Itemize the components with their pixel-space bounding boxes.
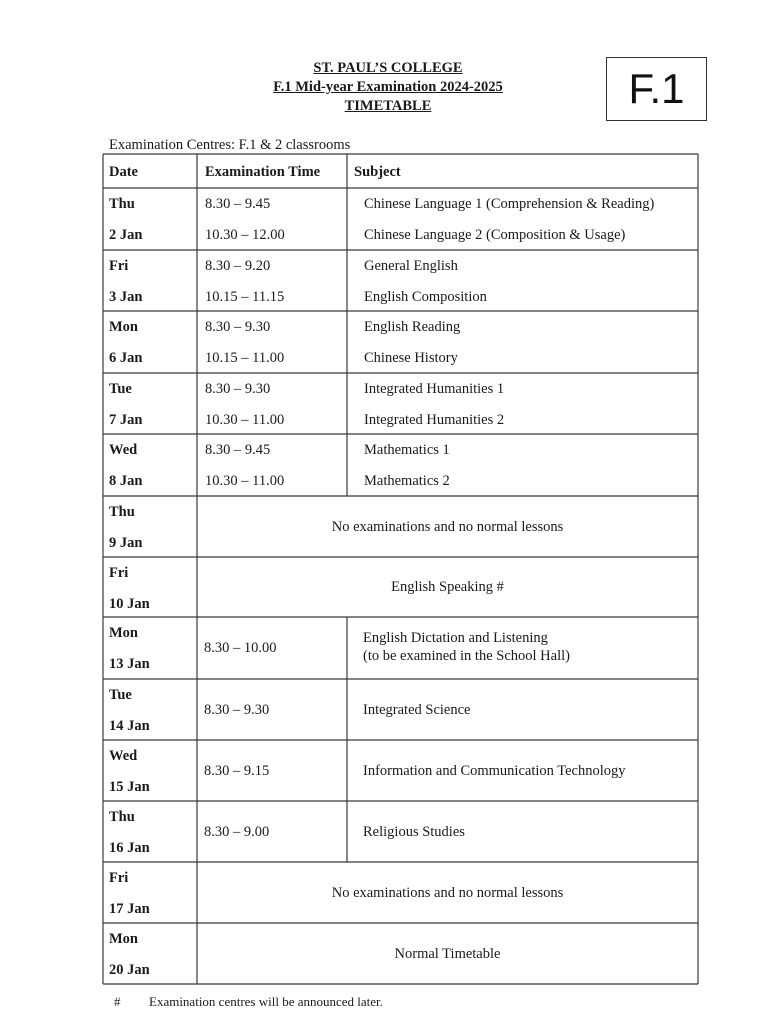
footnote-mark: #: [114, 994, 121, 1009]
date-value: 20 Jan: [109, 962, 150, 978]
footnote-text: Examination centres will be announced later.: [149, 994, 383, 1009]
exam-subject: English Dictation and Listening: [363, 630, 548, 646]
date-value: 16 Jan: [109, 840, 150, 856]
date-day: Mon: [109, 625, 138, 641]
date-day: Wed: [109, 748, 138, 764]
date-day: Mon: [109, 931, 138, 947]
date-day: Thu: [109, 809, 135, 825]
exam-subject: Information and Communication Technology: [363, 762, 626, 779]
date-value: 8 Jan: [109, 473, 143, 489]
column-header-subject: Subject: [354, 164, 401, 180]
date-day: Mon: [109, 319, 138, 335]
date-day: Fri: [109, 565, 129, 581]
exam-time: 8.30 – 9.30: [205, 381, 271, 397]
merged-note: English Speaking #: [391, 579, 504, 595]
exam-subject: Chinese History: [364, 350, 458, 366]
exam-time: 8.30 – 9.20: [205, 258, 271, 274]
exam-time: 8.30 – 9.30: [205, 319, 271, 335]
exam-time: 8.30 – 9.15: [204, 762, 270, 779]
exam-time: 8.30 – 9.45: [205, 442, 271, 458]
exam-time: 8.30 – 9.30: [204, 701, 270, 718]
exam-subject: English Reading: [364, 319, 461, 335]
column-header-time: Examination Time: [205, 164, 321, 180]
date-day: Tue: [109, 381, 132, 397]
date-value: 9 Jan: [109, 535, 143, 551]
exam-subject: English Composition: [364, 289, 487, 305]
column-header-date: Date: [109, 164, 138, 180]
exam-time: 10.30 – 11.00: [205, 412, 285, 428]
date-day: Fri: [109, 870, 129, 886]
exam-subject: General English: [364, 258, 458, 274]
examination-centres-note: Examination Centres: F.1 & 2 classrooms: [109, 137, 351, 153]
merged-note: Normal Timetable: [394, 945, 501, 962]
date-day: Thu: [109, 196, 135, 212]
exam-time: 10.15 – 11.15: [205, 289, 285, 305]
exam-time: 8.30 – 9.00: [204, 823, 270, 840]
date-day: Thu: [109, 504, 135, 520]
exam-subject: Chinese Language 1 (Comprehension & Reading): [364, 196, 655, 212]
date-day: Wed: [109, 442, 138, 458]
date-value: 10 Jan: [109, 596, 150, 612]
date-day: Fri: [109, 258, 129, 274]
merged-note: No examinations and no normal lessons: [331, 884, 564, 901]
exam-subject: Integrated Humanities 1: [364, 381, 505, 397]
exam-subject: Religious Studies: [363, 823, 465, 840]
exam-subject: Chinese Language 2 (Composition & Usage): [364, 227, 626, 243]
exam-time: 10.30 – 12.00: [205, 227, 285, 243]
exam-time: 10.30 – 11.00: [205, 473, 285, 489]
date-day: Tue: [109, 687, 132, 703]
exam-time: 8.30 – 10.00: [204, 640, 277, 656]
date-value: 17 Jan: [109, 901, 150, 917]
exam-subject: Integrated Science: [363, 701, 471, 718]
exam-subject-note: (to be examined in the School Hall): [363, 648, 570, 664]
exam-time: 10.15 – 11.00: [205, 350, 285, 366]
date-value: 3 Jan: [109, 289, 143, 305]
school-name: ST. PAUL’S COLLEGE: [313, 60, 463, 76]
date-value: 14 Jan: [109, 718, 150, 734]
exam-title: F.1 Mid-year Examination 2024-2025: [273, 79, 503, 95]
date-value: 15 Jan: [109, 779, 150, 795]
merged-note: No examinations and no normal lessons: [331, 518, 564, 535]
exam-time: 8.30 – 9.45: [205, 196, 271, 212]
timetable-title: TIMETABLE: [344, 98, 432, 114]
exam-subject: Integrated Humanities 2: [364, 412, 505, 428]
date-value: 2 Jan: [109, 227, 143, 243]
date-value: 7 Jan: [109, 412, 143, 428]
date-value: 6 Jan: [109, 350, 143, 366]
form-badge: F.1: [606, 57, 707, 121]
date-value: 13 Jan: [109, 656, 150, 672]
exam-subject: Mathematics 1: [364, 442, 450, 458]
exam-subject: Mathematics 2: [364, 473, 450, 489]
